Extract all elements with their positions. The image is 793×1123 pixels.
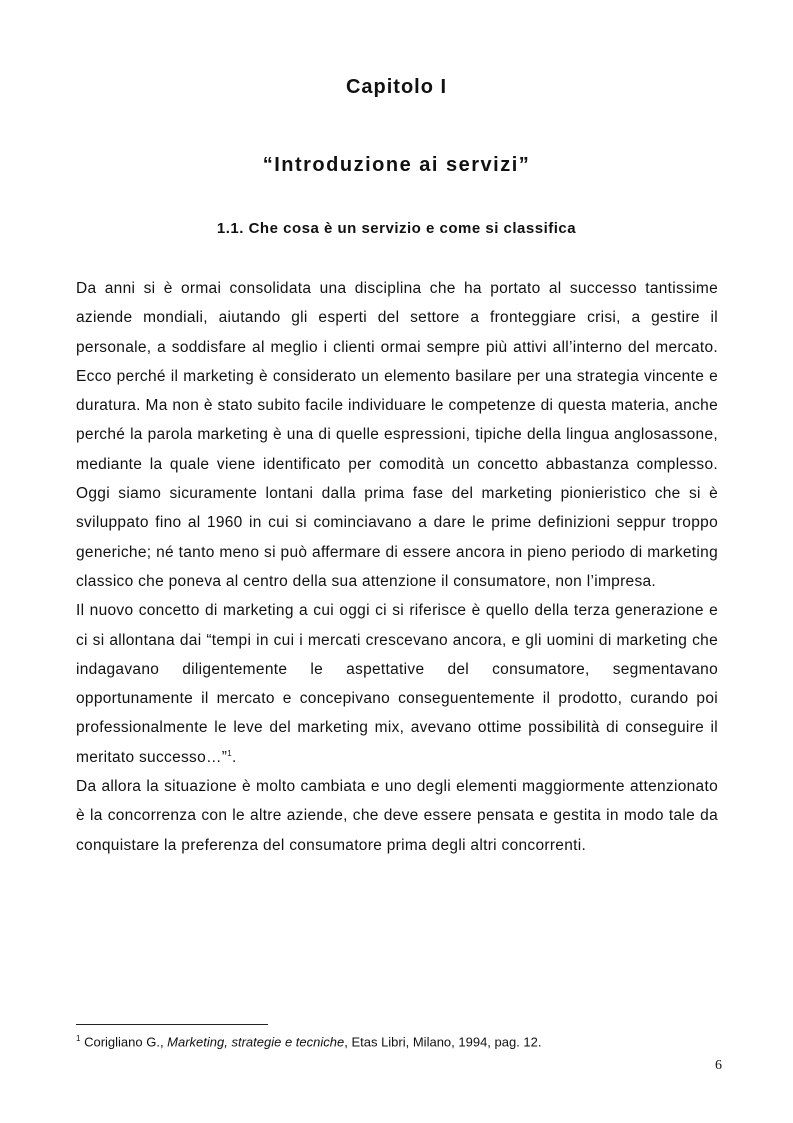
paragraph-1 [76,274,718,596]
chapter-subtitle: “Introduzione ai servizi” [262,154,531,176]
footnote-title: Marketing, strategie e tecniche [167,1034,345,1050]
paragraph-3 [76,772,718,860]
footnote [76,1030,726,1051]
paragraph-3-text: Da allora la situazione è molto cambiata e uno degli elementi maggiormente attenzionato è la concorrenza con le altre aziende, che deve essere pensata e gestita in modo tale da conquistare la preferenza del consumatore prima degli altri concorrenti. [76,778,718,854]
paragraph-2-end: . [232,748,237,766]
paragraph-2 [76,596,718,772]
footnote-details: , Etas Libri, Milano, 1994, pag. 12. [344,1034,542,1050]
page-number: 6 [715,1058,722,1073]
footnote-separator [76,1024,268,1025]
chapter-title: Capitolo I [345,76,448,98]
paragraph-2-text: Il nuovo concetto di marketing a cui oggi ci si riferisce è quello della terza generazione e ci si allontana dai “tempi in cui i mercati crescevano ancora, e gli uomini di marketing che indagavano diligentemente le aspettative del consumatore, segmentavano opportunamente il mercato e concepivano conseguentemente il prodotto, curando poi professionalmente le leve del marketing mix, avevano ottime possibilità di conseguire il meritato successo…” [76,602,718,766]
paragraph-1-text: Da anni si è ormai consolidata una disciplina che ha portato al successo tantissime aziende mondiali, aiutando gli esperti del settore a fronteggiare crisi, a gestire il personale, a soddisfare al meglio i clienti ormai sempre più attivi all’interno del mercato. Ecco perché il marketing è considerato un elemento basilare per una strategia vincente e duratura. Ma non è stato subito facile individuare le competenze di questa materia, anche perché la parola marketing è una di quelle espressioni, tipiche della lingua anglosassone, mediante la quale viene identificato per comodità un concetto abbastanza complesso. Oggi siamo sicuramente lontani dalla prima fase del marketing pionieristico che si è sviluppato fino al 1960 in cui si cominciavano a dare le prime definizioni seppur troppo generiche; né tanto meno si può affermare di essere ancora in pieno periodo di marketing classico che poneva al centro della sua attenzione il consumatore, non l’impresa. [76,280,718,590]
body-text [76,274,718,860]
footnote-marker: 1 [76,1034,81,1043]
footnote-reference[interactable]: 1 [227,748,233,758]
section-title: 1.1. Che cosa è un servizio e come si classifica [216,220,577,237]
footnote-author: Corigliano G., [84,1034,168,1050]
